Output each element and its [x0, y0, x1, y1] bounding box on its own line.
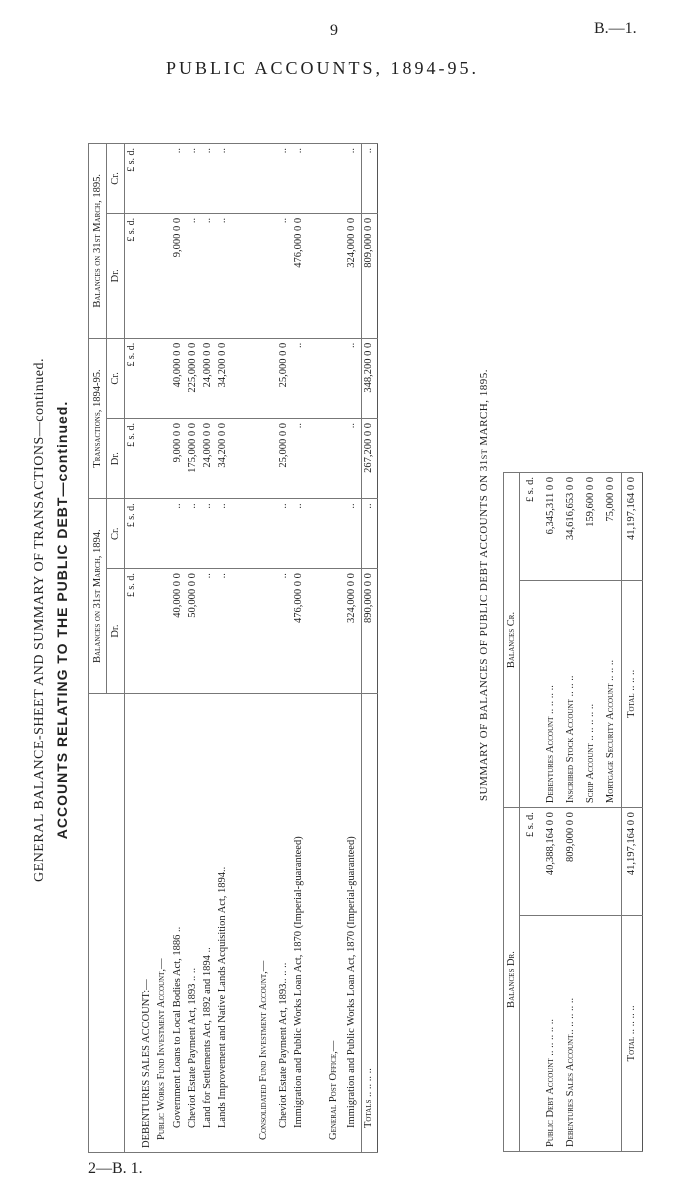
units-spacer: [520, 580, 541, 807]
cell: ..: [345, 419, 361, 499]
cell: 890,000 0 0: [361, 569, 377, 694]
summary-cr-value: 159,600 0 0: [580, 473, 600, 581]
cell: 175,000 0 0: [186, 419, 201, 499]
cell: 225,000 0 0: [186, 338, 201, 418]
title-block: [32, 330, 70, 910]
cell: [140, 499, 155, 569]
cell: ..: [361, 144, 377, 214]
empty-cell: [600, 915, 621, 1151]
cell: [140, 419, 155, 499]
units-desc: [125, 694, 141, 1153]
cell: [155, 569, 170, 694]
summary-cr-label: Mortgage Security Account .. .. ..: [600, 580, 621, 807]
row-label: Cheviot Estate Payment Act, 1893 .. ..: [186, 694, 201, 1153]
cell: 50,000 0 0: [186, 569, 201, 694]
running-header: PUBLIC ACCOUNTS, 1894-95.: [166, 58, 480, 78]
table-row: [560, 473, 580, 1152]
empty-cell: [580, 915, 600, 1151]
cell: ..: [361, 499, 377, 569]
row-label: Government Loans to Local Bodies Act, 1886 ..: [171, 694, 186, 1153]
row-label: DEBENTURES SALES ACCOUNT:—: [140, 694, 155, 1153]
cell: [307, 569, 345, 694]
cell: [155, 338, 170, 418]
cell: ..: [277, 213, 292, 338]
cell: ..: [201, 569, 216, 694]
row-label: Immigration and Public Works Loan Act, 1870 (Imperial-guaranteed): [345, 694, 361, 1153]
units-dr95: £ s. d.: [125, 213, 141, 338]
row-label: Lands Improvement and Native Lands Acquisition Act, 1894..: [216, 694, 231, 1153]
cell: 25,000 0 0: [277, 419, 292, 499]
table-row: [277, 144, 292, 1153]
summary-title-block: [478, 325, 490, 845]
cell: 9,000 0 0: [171, 419, 186, 499]
cell: ..: [201, 144, 216, 214]
summary-cr-value: 75,000 0 0: [600, 473, 621, 581]
table-row: [216, 144, 231, 1153]
cell: [140, 338, 155, 418]
table-row: [292, 144, 307, 1153]
cell: [140, 569, 155, 694]
description-header: [89, 694, 125, 1153]
units-trcr: £ s. d.: [125, 338, 141, 418]
table-row: [140, 144, 155, 1153]
summary-dr-label: Public Debt Account .. .. .. .. ..: [540, 915, 560, 1151]
cell: ..: [292, 419, 307, 499]
cell: 348,200 0 0: [361, 338, 377, 418]
transactions-header: Transactions, 1894-95.: [89, 338, 107, 499]
bal1894-header: Balances on 31st March, 1894.: [89, 499, 107, 694]
cell: [231, 419, 276, 499]
cell: [307, 419, 345, 499]
cell: 476,000 0 0: [292, 213, 307, 338]
summary-cr-units: £ s. d.: [520, 473, 541, 581]
totals-label: Totals .. .. .. ..: [361, 694, 377, 1153]
units-trdr: £ s. d.: [125, 419, 141, 499]
cell: ..: [292, 499, 307, 569]
cell: ..: [186, 144, 201, 214]
cell: ..: [216, 499, 231, 569]
cell: 24,000 0 0: [201, 338, 216, 418]
summary-dr-value: 40,388,164 0 0: [540, 808, 560, 916]
cell: ..: [171, 144, 186, 214]
cell: ..: [216, 144, 231, 214]
dr95-header: Dr.: [107, 213, 125, 338]
cell: 34,200 0 0: [216, 419, 231, 499]
cell: ..: [345, 338, 361, 418]
summary-cr-header: Balances Cr.: [504, 473, 520, 808]
row-label: Consolidated Fund Investment Account,—: [231, 694, 276, 1153]
reference-code: B.—1.: [594, 20, 637, 37]
cr94-header: Cr.: [107, 499, 125, 569]
cr95-header: Cr.: [107, 144, 125, 214]
cell: [231, 569, 276, 694]
summary-cr-total-label: Total .. .. ..: [621, 580, 642, 807]
units-cr94: £ s. d.: [125, 499, 141, 569]
summary-cr-label: Debentures Account .. .. .. ..: [540, 580, 560, 807]
summary-dr-total-label: Total .. .. .. ..: [621, 915, 642, 1151]
footer-code: 2—B. 1.: [88, 1160, 143, 1177]
summary-table-block: [503, 470, 643, 1152]
summary-dr-total-value: 41,197,164 0 0: [621, 808, 642, 916]
summary-cr-label: Inscribed Stock Account .. .. ..: [560, 580, 580, 807]
cell: ..: [277, 144, 292, 214]
summary-cr-total-value: 41,197,164 0 0: [621, 473, 642, 581]
cell: [231, 338, 276, 418]
table-row: [600, 473, 621, 1152]
table-row: [171, 144, 186, 1153]
summary-cr-label: Scrip Account .. .. .. .. ..: [580, 580, 600, 807]
cell: 24,000 0 0: [201, 419, 216, 499]
cell: [231, 213, 276, 338]
cell: ..: [186, 499, 201, 569]
empty-cell: [580, 808, 600, 916]
row-label: Immigration and Public Works Loan Act, 1870 (Imperial-guaranteed): [292, 694, 307, 1153]
cell: 25,000 0 0: [277, 338, 292, 418]
cell: 324,000 0 0: [345, 569, 361, 694]
cell: 267,200 0 0: [361, 419, 377, 499]
cell: [307, 499, 345, 569]
units-dr94: £ s. d.: [125, 569, 141, 694]
cell: ..: [201, 213, 216, 338]
cell: ..: [201, 499, 216, 569]
summary-cr-value: 34,616,653 0 0: [560, 473, 580, 581]
cell: ..: [292, 144, 307, 214]
cell: 324,000 0 0: [345, 213, 361, 338]
table-row: [231, 144, 276, 1153]
cell: [307, 213, 345, 338]
empty-cell: [600, 808, 621, 916]
cell: [155, 144, 170, 214]
summary-cr-value: 6,345,311 0 0: [540, 473, 560, 581]
cell: ..: [345, 499, 361, 569]
cell: ..: [186, 213, 201, 338]
table-row: [155, 144, 170, 1153]
totals-row: [361, 144, 377, 1153]
summary-total-row: [621, 473, 642, 1152]
cell: [140, 144, 155, 214]
trdr-header: Dr.: [107, 419, 125, 499]
bal1895-header: Balances on 31st March, 1895.: [89, 144, 107, 339]
summary-dr-header: Balances Dr.: [504, 808, 520, 1152]
row-label: Public Works Fund Investment Account,—: [155, 694, 170, 1153]
summary-dr-value: 809,000 0 0: [560, 808, 580, 916]
summary-title: SUMMARY OF BALANCES OF PUBLIC DEBT ACCOUNTS ON 31st MARCH, 1895.: [478, 369, 490, 801]
trcr-header: Cr.: [107, 338, 125, 418]
cell: 34,200 0 0: [216, 338, 231, 418]
units-cr95: £ s. d.: [125, 144, 141, 214]
cell: ..: [216, 213, 231, 338]
cell: [155, 419, 170, 499]
cell: 9,000 0 0: [171, 213, 186, 338]
cell: ..: [345, 144, 361, 214]
title-general-balance: GENERAL BALANCE-SHEET AND SUMMARY OF TRANSACTIONS—continued.: [32, 358, 47, 882]
cell: [155, 213, 170, 338]
summary-dr-units: £ s. d.: [520, 808, 541, 916]
row-label: General Post Office,—: [307, 694, 345, 1153]
cell: ..: [216, 569, 231, 694]
cell: [307, 338, 345, 418]
cell: [140, 213, 155, 338]
cell: 40,000 0 0: [171, 338, 186, 418]
row-label: Land for Settlements Act, 1892 and 1894 ..: [201, 694, 216, 1153]
table-row: [186, 144, 201, 1153]
cell: 40,000 0 0: [171, 569, 186, 694]
cell: ..: [171, 499, 186, 569]
page-number: 9: [330, 22, 338, 39]
cell: 476,000 0 0: [292, 569, 307, 694]
cell: ..: [292, 338, 307, 418]
table-row: [540, 473, 560, 1152]
dr94-header: Dr.: [107, 569, 125, 694]
table-row: [307, 144, 345, 1153]
cell: [231, 499, 276, 569]
units-spacer: [520, 915, 541, 1151]
main-table-block: [88, 141, 378, 1153]
summary-dr-label: Debentures Sales Account.. .. .. .. ..: [560, 915, 580, 1151]
title-public-debt: ACCOUNTS RELATING TO THE PUBLIC DEBT—continued.: [54, 400, 70, 840]
cell: 809,000 0 0: [361, 213, 377, 338]
row-label: Cheviot Estate Payment Act, 1893.. .. ..: [277, 694, 292, 1153]
cell: ..: [277, 499, 292, 569]
table-row: [201, 144, 216, 1153]
transactions-table: [88, 143, 378, 1153]
summary-table: [503, 472, 643, 1152]
cell: ..: [277, 569, 292, 694]
cell: [155, 499, 170, 569]
table-row: [345, 144, 361, 1153]
cell: [307, 144, 345, 214]
table-row: [580, 473, 600, 1152]
cell: [231, 144, 276, 214]
